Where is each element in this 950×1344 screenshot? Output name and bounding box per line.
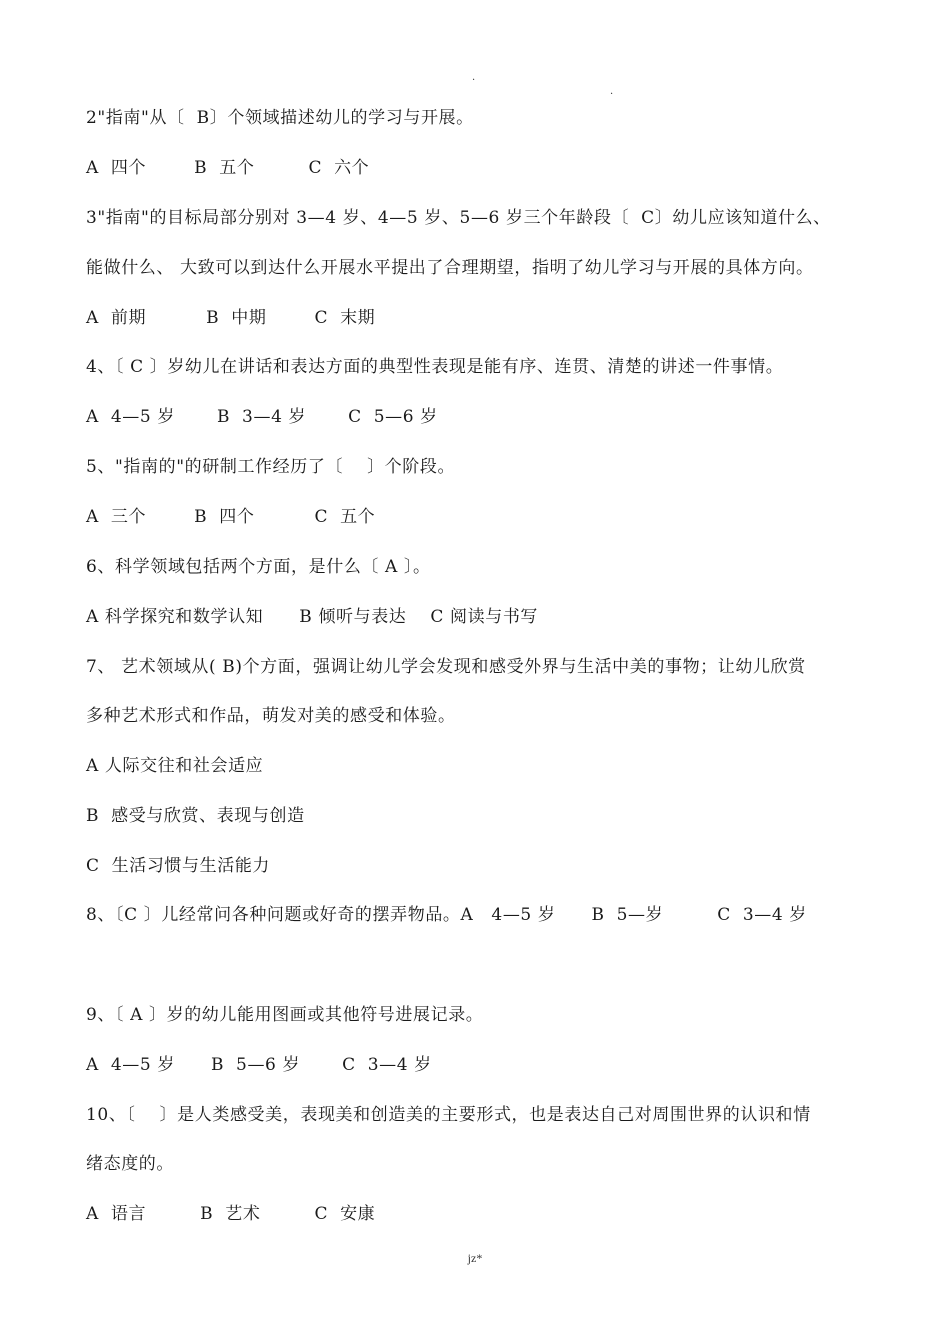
question-9-options: A 4—5 岁 B 5—6 岁 C 3—4 岁 <box>86 1055 432 1075</box>
question-10-line-2: 绪态度的。 <box>86 1154 174 1174</box>
page-footer: jz* <box>467 1251 483 1265</box>
question-7-line-1: 7、 艺术领域从( B)个方面，强调让幼儿学会发现和感受外界与生活中美的事物；让幼儿欣赏 <box>86 657 806 677</box>
question-3-line-1: 3"指南"的目标局部分别对 3—4 岁、4—5 岁、5—6 岁三个年龄段〔 C〕幼儿应该知道什么、 <box>86 208 831 228</box>
question-7-line-2: 多种艺术形式和作品，萌发对美的感受和体验。 <box>86 706 456 726</box>
question-5-options: A 三个 B 四个 C 五个 <box>86 507 376 527</box>
question-7-option-b: B 感受与欣赏、表现与创造 <box>86 806 305 826</box>
question-5: 5、"指南的"的研制工作经历了〔 〕个阶段。 <box>86 457 456 477</box>
question-4: 4、〔 C 〕岁幼儿在讲话和表达方面的典型性表现是能有序、连贯、清楚的讲述一件事情。 <box>86 357 784 377</box>
header-mark-left: . <box>472 72 476 83</box>
question-8: 8、〔C 〕儿经常问各种问题或好奇的摆弄物品。A 4—5 岁 B 5—岁 C 3—4 岁 <box>86 905 807 925</box>
question-4-options: A 4—5 岁 B 3—4 岁 C 5—6 岁 <box>86 407 438 427</box>
header-mark-right: . <box>610 86 614 97</box>
question-6-options: A 科学探究和数学认知 B 倾听与表达 C 阅读与书写 <box>86 607 539 627</box>
question-7-option-a: A 人际交往和社会适应 <box>86 756 264 776</box>
question-10-line-1: 10、〔 〕是人类感受美，表现美和创造美的主要形式，也是表达自己对周围世界的认识和情 <box>86 1105 811 1125</box>
question-7-option-c: C 生活习惯与生活能力 <box>86 856 271 876</box>
question-3-line-2: 能做什么、 大致可以到达什么开展水平提出了合理期望，指明了幼儿学习与开展的具体方向。 <box>86 258 814 278</box>
question-3-options: A 前期 B 中期 C 末期 <box>86 308 376 328</box>
question-6: 6、科学领域包括两个方面，是什么〔 A 〕。 <box>86 557 431 577</box>
question-9: 9、〔 A 〕岁的幼儿能用图画或其他符号进展记录。 <box>86 1005 484 1025</box>
question-2: 2"指南"从〔 B〕个领域描述幼儿的学习与开展。 <box>86 108 474 128</box>
question-10-options: A 语言 B 艺术 C 安康 <box>86 1204 376 1224</box>
question-2-options: A 四个 B 五个 C 六个 <box>86 158 370 178</box>
